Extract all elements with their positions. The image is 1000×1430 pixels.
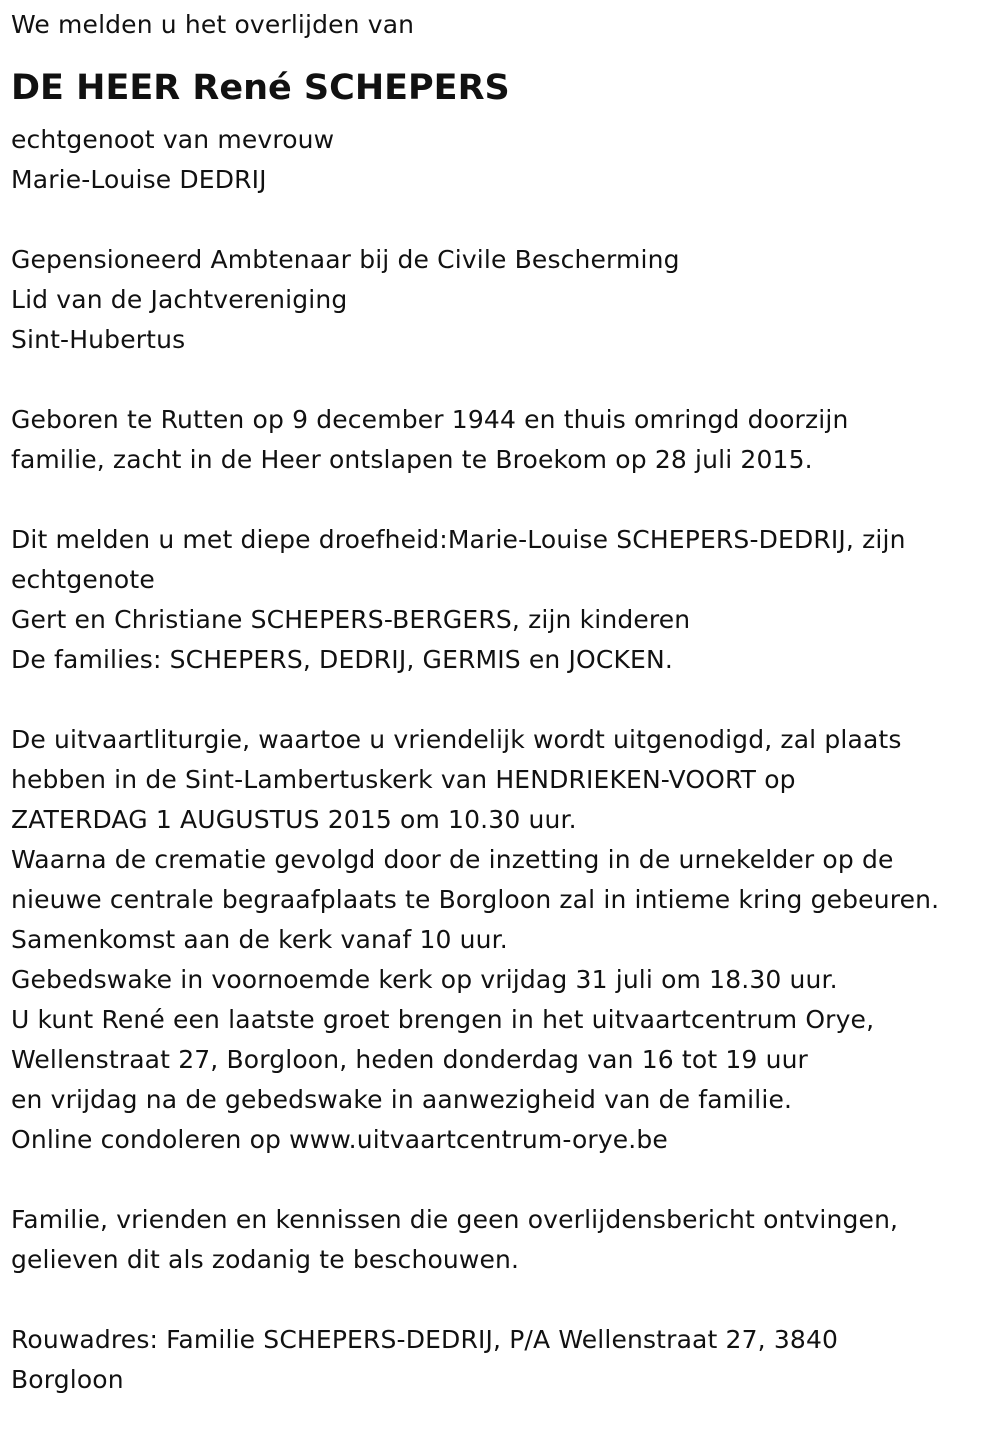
spacer xyxy=(11,1160,996,1200)
spouse-block xyxy=(11,120,996,200)
address-block xyxy=(11,1320,996,1400)
role-line: Gepensioneerd Ambtenaar bij de Civile Bescherming xyxy=(11,245,680,274)
ceremony-line: Wellenstraat 27, Borgloon, heden donderdag van 16 tot 19 uur xyxy=(11,1045,808,1074)
notice-line: gelieven dit als zodanig te beschouwen. xyxy=(11,1245,520,1274)
notice-line: Familie, vrienden en kennissen die geen overlijdensbericht ontvingen, xyxy=(11,1205,899,1234)
role-line: Sint-Hubertus xyxy=(11,325,186,354)
family-line: De families: SCHEPERS, DEDRIJ, GERMIS en JOCKEN. xyxy=(11,645,673,674)
family-line: echtgenote xyxy=(11,565,155,594)
ceremony-line: U kunt René een laatste groet brengen in het uitvaartcentrum Orye, xyxy=(11,1005,875,1034)
address-line: Rouwadres: Familie SCHEPERS-DEDRIJ, P/A Wellenstraat 27, 3840 xyxy=(11,1325,839,1354)
death-notice xyxy=(11,5,996,1400)
roles-block xyxy=(11,240,996,360)
spacer xyxy=(11,1280,996,1320)
spacer xyxy=(11,480,996,520)
spacer xyxy=(11,360,996,400)
ceremony-line: De uitvaartliturgie, waartoe u vriendelijk wordt uitgenodigd, zal plaats xyxy=(11,725,902,754)
spouse-line: Marie-Louise DEDRIJ xyxy=(11,165,267,194)
family-block xyxy=(11,520,996,680)
spouse-line: echtgenoot van mevrouw xyxy=(11,125,335,154)
address-line: Borgloon xyxy=(11,1365,124,1394)
role-line: Lid van de Jachtvereniging xyxy=(11,285,348,314)
birth-death-line: familie, zacht in de Heer ontslapen te Broekom op 28 juli 2015. xyxy=(11,445,813,474)
family-line: Gert en Christiane SCHEPERS-BERGERS, zijn kinderen xyxy=(11,605,691,634)
family-line: Dit melden u met diepe droefheid:Marie-Louise SCHEPERS-DEDRIJ, zijn xyxy=(11,525,906,554)
birth-death-block xyxy=(11,400,996,480)
deceased-name: DE HEER René SCHEPERS xyxy=(11,68,510,108)
ceremony-line: Gebedswake in voornoemde kerk op vrijdag 31 juli om 18.30 uur. xyxy=(11,965,838,994)
spacer xyxy=(11,200,996,240)
ceremony-line: ZATERDAG 1 AUGUSTUS 2015 om 10.30 uur. xyxy=(11,805,577,834)
notice-block xyxy=(11,1200,996,1280)
intro-text: We melden u het overlijden van xyxy=(11,10,415,39)
ceremony-block xyxy=(11,720,996,1160)
spacer xyxy=(11,680,996,720)
ceremony-line: Samenkomst aan de kerk vanaf 10 uur. xyxy=(11,925,508,954)
ceremony-line: en vrijdag na de gebedswake in aanwezigheid van de familie. xyxy=(11,1085,793,1114)
condolence-line: Online condoleren op www.uitvaartcentrum-orye.be xyxy=(11,1125,668,1154)
ceremony-line: Waarna de crematie gevolgd door de inzetting in de urnekelder op de xyxy=(11,845,894,874)
birth-death-line: Geboren te Rutten op 9 december 1944 en thuis omringd doorzijn xyxy=(11,405,849,434)
ceremony-line: hebben in de Sint-Lambertuskerk van HENDRIEKEN-VOORT op xyxy=(11,765,796,794)
ceremony-line: nieuwe centrale begraafplaats te Borgloon zal in intieme kring gebeuren. xyxy=(11,885,940,914)
